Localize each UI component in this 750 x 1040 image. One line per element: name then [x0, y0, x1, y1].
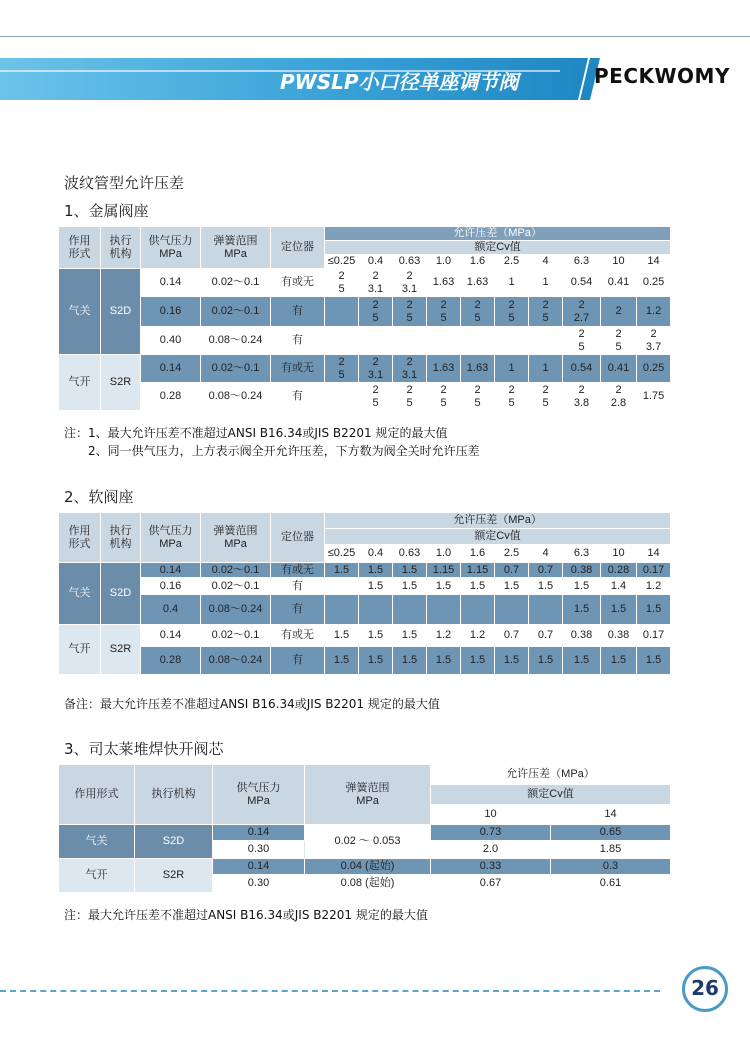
actuator-s2r: S2R	[101, 355, 141, 411]
value-cell: 0.3	[551, 859, 671, 875]
actuator-s2r: S2R	[135, 859, 213, 893]
value-cell: 1.5	[325, 647, 359, 675]
cv-value: 2.5	[495, 545, 529, 563]
positioner-cell: 有	[271, 383, 325, 411]
value-cell: 1.5	[325, 625, 359, 647]
value-cell	[495, 327, 529, 355]
value-cell: 0.73	[431, 825, 551, 841]
col-supply: 供气压力 MPa	[141, 513, 201, 563]
col-actuator: 执行机构	[135, 765, 213, 825]
air-open-label: 气开	[59, 859, 135, 893]
stellite-table	[58, 764, 671, 893]
positioner-cell: 有	[271, 327, 325, 355]
value-cell: 2.0	[431, 841, 551, 859]
cv-value: 10	[601, 545, 637, 563]
value-cell: 1.5	[427, 647, 461, 675]
value-cell: 2 5	[427, 383, 461, 411]
spring-cell: 0.08～0.24	[201, 383, 271, 411]
cv-value: 2.5	[495, 255, 529, 269]
cv-14: 14	[551, 805, 671, 825]
value-cell: 1.63	[461, 269, 495, 297]
spring-cell: 0.04 (起始)	[305, 859, 431, 875]
value-cell: 0.7	[529, 563, 563, 578]
value-cell: 1.15	[461, 563, 495, 578]
value-cell: 1.5	[637, 595, 671, 625]
value-cell: 1.2	[637, 578, 671, 595]
value-cell: 1.5	[495, 578, 529, 595]
cv-header: 额定Cv值	[431, 785, 671, 805]
value-cell: 2 5	[461, 383, 495, 411]
table-row	[59, 383, 671, 411]
metal-seat-table	[58, 226, 671, 411]
value-cell: 1.2	[461, 625, 495, 647]
col-positioner: 定位器	[271, 227, 325, 269]
table-row	[59, 297, 671, 327]
value-cell: 0.25	[637, 269, 671, 297]
note-2: 备注：最大允许压差不准超过ANSI B16.34或JIS B2201 规定的最大值	[64, 697, 440, 711]
supply-cell: 0.14	[213, 825, 305, 841]
supply-cell: 0.14	[141, 563, 201, 578]
value-cell: 1.5	[529, 647, 563, 675]
value-cell	[325, 327, 359, 355]
top-rule	[0, 36, 750, 37]
col-spring: 弹簧范围 MPa	[201, 227, 271, 269]
value-cell	[359, 595, 393, 625]
air-close-label: 气关	[59, 269, 101, 355]
spring-cell: 0.02～0.1	[201, 355, 271, 383]
value-cell: 1.5	[359, 625, 393, 647]
note-1a: 注：1、最大允许压差不准超过ANSI B16.34或JIS B2201 规定的最大值	[64, 426, 448, 440]
value-cell: 0.17	[637, 625, 671, 647]
actuator-s2d: S2D	[101, 269, 141, 355]
value-cell	[325, 297, 359, 327]
value-cell	[325, 578, 359, 595]
value-cell: 1.5	[359, 563, 393, 578]
value-cell	[461, 327, 495, 355]
value-cell: 0.38	[563, 563, 601, 578]
value-cell: 1.63	[427, 355, 461, 383]
value-cell: 2 2.8	[601, 383, 637, 411]
value-cell: 1	[529, 269, 563, 297]
supply-cell: 0.28	[141, 383, 201, 411]
note-1b: 2、同一供气压力，上方表示阀全开允许压差，下方数为阀全关时允许压差	[88, 444, 480, 458]
cv-value: 4	[529, 255, 563, 269]
value-cell: 1.5	[393, 563, 427, 578]
table-row	[59, 859, 671, 875]
supply-cell: 0.30	[213, 841, 305, 859]
table-row	[59, 269, 671, 297]
value-cell: 0.61	[551, 875, 671, 893]
cv-value: 0.63	[393, 545, 427, 563]
value-cell: 2 3.8	[563, 383, 601, 411]
section-title-1: 1、金属阀座	[64, 202, 149, 220]
actuator-s2d: S2D	[135, 825, 213, 859]
cv-value: ≤0.25	[325, 255, 359, 269]
value-cell	[427, 327, 461, 355]
value-cell: 2 5	[563, 327, 601, 355]
col-action: 作用 形式	[59, 513, 101, 563]
value-cell: 2 5	[427, 297, 461, 327]
col-spring: 弹簧范围 MPa	[305, 765, 431, 825]
value-cell: 0.7	[529, 625, 563, 647]
value-cell: 1	[495, 355, 529, 383]
supply-cell: 0.14	[141, 625, 201, 647]
value-cell: 0.17	[637, 563, 671, 578]
value-cell: 0.25	[637, 355, 671, 383]
value-cell: 1.2	[637, 297, 671, 327]
value-cell	[393, 327, 427, 355]
supply-cell: 0.16	[141, 578, 201, 595]
table-row	[59, 625, 671, 647]
cv-value: 1.0	[427, 545, 461, 563]
cv-value: 1.6	[461, 255, 495, 269]
positioner-cell: 有或无	[271, 269, 325, 297]
positioner-cell: 有	[271, 578, 325, 595]
value-cell: 0.54	[563, 355, 601, 383]
supply-cell: 0.14	[213, 859, 305, 875]
air-open-label: 气开	[59, 355, 101, 411]
air-close-label: 气关	[59, 563, 101, 625]
positioner-cell: 有或无	[271, 355, 325, 383]
cv-value: 6.3	[563, 545, 601, 563]
spring-cell: 0.08 (起始)	[305, 875, 431, 893]
value-cell	[325, 595, 359, 625]
allowable-header: 允许压差（MPa）	[325, 227, 671, 241]
spring-cell: 0.02～0.1	[201, 578, 271, 595]
page-subtitle: 波纹管型允许压差	[64, 174, 185, 192]
air-close-label: 气关	[59, 825, 135, 859]
value-cell: 0.65	[551, 825, 671, 841]
cv-value: 14	[637, 545, 671, 563]
soft-seat-table	[58, 512, 671, 675]
positioner-cell: 有	[271, 297, 325, 327]
value-cell: 1.5	[529, 578, 563, 595]
value-cell: 2 5	[359, 297, 393, 327]
value-cell: 0.38	[563, 625, 601, 647]
col-supply: 供气压力 MPa	[141, 227, 201, 269]
table-row	[59, 578, 671, 595]
cv-value: 0.63	[393, 255, 427, 269]
value-cell: 1.2	[427, 625, 461, 647]
value-cell: 0.7	[495, 563, 529, 578]
value-cell: 2 3.1	[393, 355, 427, 383]
spring-cell: 0.02 ～ 0.053	[305, 825, 431, 859]
table-row	[59, 647, 671, 675]
value-cell: 2 5	[393, 297, 427, 327]
value-cell: 2 5	[529, 383, 563, 411]
col-positioner: 定位器	[271, 513, 325, 563]
value-cell: 1.85	[551, 841, 671, 859]
value-cell: 1.5	[427, 578, 461, 595]
value-cell: 0.33	[431, 859, 551, 875]
value-cell: 0.28	[601, 563, 637, 578]
page-number: 26	[691, 976, 719, 1000]
spring-cell: 0.02～0.1	[201, 297, 271, 327]
cv-value: 14	[637, 255, 671, 269]
col-spring: 弹簧范围 MPa	[201, 513, 271, 563]
value-cell: 2 5	[601, 327, 637, 355]
value-cell: 1.63	[427, 269, 461, 297]
spring-cell: 0.08～0.24	[201, 327, 271, 355]
positioner-cell: 有或无	[271, 563, 325, 578]
cv-value: 0.4	[359, 255, 393, 269]
value-cell: 2 5	[495, 297, 529, 327]
supply-cell: 0.14	[141, 355, 201, 383]
value-cell: 2 5	[495, 383, 529, 411]
value-cell: 2 5	[461, 297, 495, 327]
supply-cell: 0.16	[141, 297, 201, 327]
cv-header: 额定Cv值	[325, 241, 671, 255]
table-row	[59, 563, 671, 578]
actuator-s2r: S2R	[101, 625, 141, 675]
supply-cell: 0.30	[213, 875, 305, 893]
supply-cell: 0.14	[141, 269, 201, 297]
value-cell: 1.63	[461, 355, 495, 383]
section-title-2: 2、软阀座	[64, 488, 134, 506]
value-cell	[393, 595, 427, 625]
value-cell: 1.5	[563, 647, 601, 675]
value-cell: 1.5	[563, 595, 601, 625]
value-cell	[461, 595, 495, 625]
value-cell: 1.5	[325, 563, 359, 578]
cv-value: 6.3	[563, 255, 601, 269]
value-cell: 1.5	[359, 578, 393, 595]
supply-cell: 0.4	[141, 595, 201, 625]
positioner-cell: 有	[271, 647, 325, 675]
value-cell: 2 3.7	[637, 327, 671, 355]
supply-cell: 0.40	[141, 327, 201, 355]
value-cell: 2 2.7	[563, 297, 601, 327]
value-cell: 0.54	[563, 269, 601, 297]
value-cell: 1.5	[601, 595, 637, 625]
value-cell: 1.5	[601, 647, 637, 675]
value-cell: 1.5	[461, 578, 495, 595]
cv-value: 1.6	[461, 545, 495, 563]
value-cell	[529, 327, 563, 355]
value-cell	[359, 327, 393, 355]
value-cell: 2	[601, 297, 637, 327]
air-open-label: 气开	[59, 625, 101, 675]
value-cell: 0.38	[601, 625, 637, 647]
table-row	[59, 825, 671, 841]
col-action: 作用 形式	[59, 227, 101, 269]
spring-cell: 0.02～0.1	[201, 563, 271, 578]
col-supply: 供气压力 MPa	[213, 765, 305, 825]
value-cell: 2 5	[325, 355, 359, 383]
table-row	[59, 327, 671, 355]
cv-value: ≤0.25	[325, 545, 359, 563]
cv-value: 10	[601, 255, 637, 269]
section-title-3: 3、司太莱堆焊快开阀芯	[64, 740, 224, 758]
value-cell: 2 5	[393, 383, 427, 411]
value-cell: 0.7	[495, 625, 529, 647]
value-cell: 1.5	[393, 578, 427, 595]
positioner-cell: 有或无	[271, 625, 325, 647]
cv-10: 10	[431, 805, 551, 825]
supply-cell: 0.28	[141, 647, 201, 675]
spring-cell: 0.02～0.1	[201, 625, 271, 647]
value-cell: 2 5	[529, 297, 563, 327]
col-action: 作用形式	[59, 765, 135, 825]
cv-header: 额定Cv值	[325, 529, 671, 545]
cv-value: 1.0	[427, 255, 461, 269]
value-cell: 2 5	[325, 269, 359, 297]
value-cell: 0.41	[601, 355, 637, 383]
value-cell: 1.4	[601, 578, 637, 595]
spring-cell: 0.02～0.1	[201, 269, 271, 297]
brand-logo: PECKWOMY	[594, 64, 730, 88]
value-cell: 0.41	[601, 269, 637, 297]
value-cell: 1.5	[393, 647, 427, 675]
value-cell: 1.75	[637, 383, 671, 411]
footer-dashed-rule	[0, 990, 660, 992]
table-row	[59, 355, 671, 383]
value-cell: 2 3.1	[393, 269, 427, 297]
col-actuator: 执行 机构	[101, 227, 141, 269]
value-cell: 2 5	[359, 383, 393, 411]
value-cell: 1.5	[393, 625, 427, 647]
value-cell	[427, 595, 461, 625]
value-cell: 1.15	[427, 563, 461, 578]
allowable-header: 允许压差（MPa）	[431, 765, 671, 785]
value-cell: 0.67	[431, 875, 551, 893]
value-cell	[325, 383, 359, 411]
note-3: 注：最大允许压差不准超过ANSI B16.34或JIS B2201 规定的最大值	[64, 908, 428, 922]
spring-cell: 0.08～0.24	[201, 595, 271, 625]
value-cell: 1.5	[461, 647, 495, 675]
col-actuator: 执行 机构	[101, 513, 141, 563]
value-cell	[495, 595, 529, 625]
positioner-cell: 有	[271, 595, 325, 625]
cv-value: 4	[529, 545, 563, 563]
table-row	[59, 595, 671, 625]
value-cell: 2 3.1	[359, 355, 393, 383]
value-cell: 1.5	[563, 578, 601, 595]
value-cell: 1.5	[359, 647, 393, 675]
value-cell: 2 3.1	[359, 269, 393, 297]
value-cell: 1.5	[637, 647, 671, 675]
cv-value: 0.4	[359, 545, 393, 563]
actuator-s2d: S2D	[101, 563, 141, 625]
allowable-header: 允许压差（MPa）	[325, 513, 671, 529]
value-cell: 1	[495, 269, 529, 297]
value-cell: 1.5	[495, 647, 529, 675]
value-cell: 1	[529, 355, 563, 383]
spring-cell: 0.08～0.24	[201, 647, 271, 675]
value-cell	[529, 595, 563, 625]
header-title: PWSLP小口径单座调节阀	[280, 70, 519, 94]
